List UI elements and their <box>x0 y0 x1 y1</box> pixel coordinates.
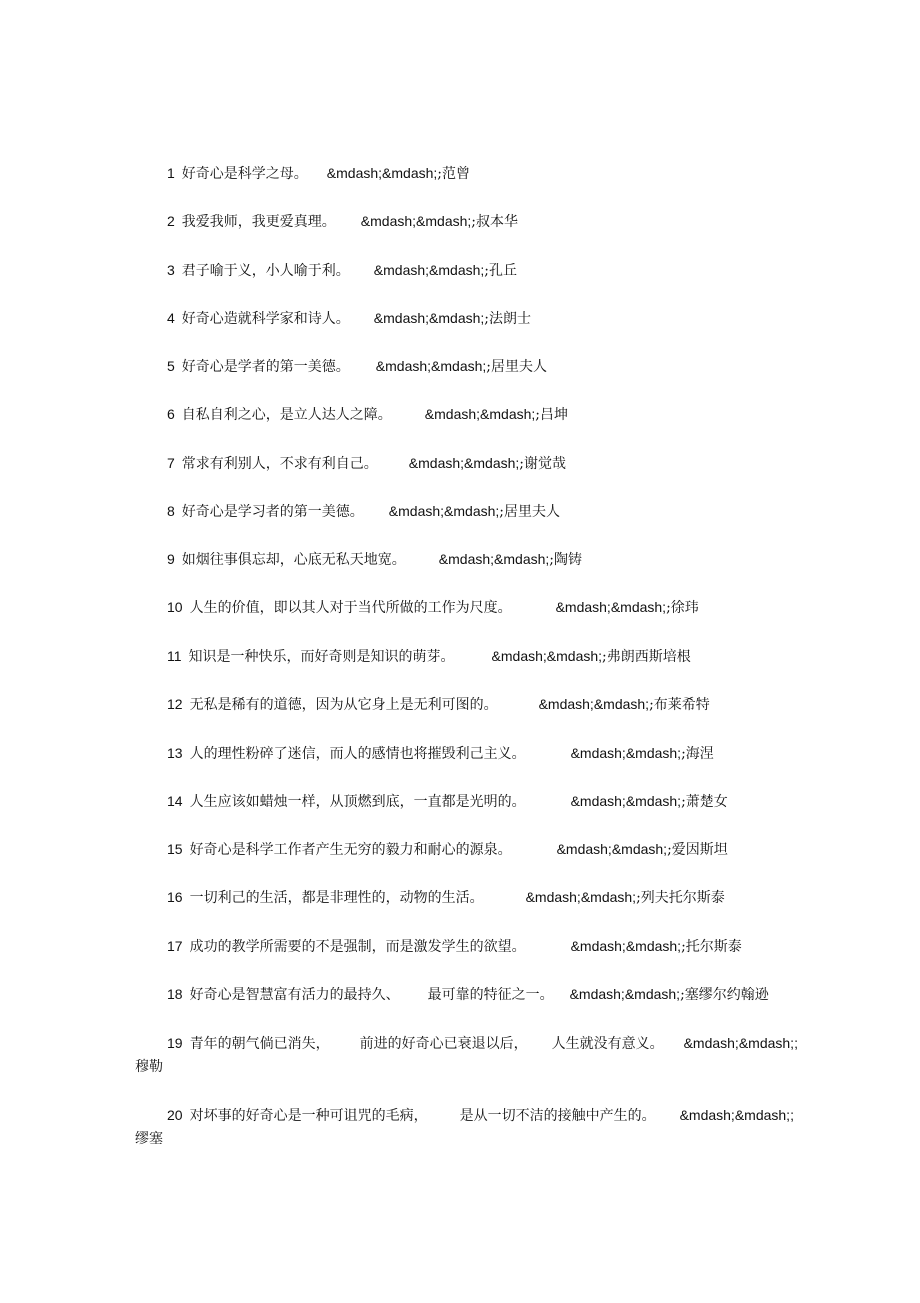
quote-number: 15 <box>167 841 183 857</box>
quote-dash: &mdash;&mdash; <box>373 310 485 326</box>
quote-line: 6 自私自利之心，是立人达人之障。 &mdash;&mdash;;吕坤 <box>167 406 569 423</box>
quote-dash: &mdash;&mdash; <box>408 455 520 471</box>
quote-author: 托尔斯泰 <box>685 939 742 955</box>
quote-number: 19 <box>167 1035 183 1051</box>
quote-line: 10 人生的价值，即以其人对于当代所做的工作为尺度。 &mdash;&mdash;;徐玮 <box>167 599 699 616</box>
quote-number: 4 <box>167 310 175 326</box>
quote-number: 8 <box>167 503 175 519</box>
quote-author: 穆勒 <box>135 1059 163 1075</box>
quote-author: 萧楚女 <box>685 794 728 810</box>
quote-text-part: 前进的好奇心已衰退以后， <box>359 1036 528 1052</box>
quote-text: 人生应该如蜡烛一样，从顶燃到底，一直都是光明的。 <box>189 794 526 810</box>
quote-author: 弗朗西斯培根 <box>606 649 691 665</box>
quote-line: 16 一切利己的生活，都是非理性的，动物的生活。 &mdash;&mdash;;列夫托尔斯泰 <box>167 889 725 906</box>
quote-line <box>167 1032 798 1055</box>
quote-text: 人的理性粉碎了迷信，而人的感情也将摧毁利己主义。 <box>189 746 526 762</box>
quote-author: 范曾 <box>442 166 471 182</box>
quote-dash: &mdash;&mdash; <box>375 358 487 374</box>
quote-number: 12 <box>167 696 183 712</box>
quote-dash: &mdash;&mdash; <box>538 696 650 712</box>
quote-line: 4 好奇心造就科学家和诗人。 &mdash;&mdash;;法朗士 <box>167 310 532 327</box>
quote-line: 7 常求有利别人，不求有利自己。 &mdash;&mdash;;谢觉哉 <box>167 455 567 472</box>
quote-author: 列夫托尔斯泰 <box>640 890 725 906</box>
quote-dash: &mdash;&mdash; <box>326 165 438 181</box>
quote-number: 3 <box>167 262 175 278</box>
quote-text-part: 是从一切不洁的接触中产生的。 <box>459 1108 656 1124</box>
quote-line: 15 好奇心是科学工作者产生无穷的毅力和耐心的源泉。 &mdash;&mdash;;爱因斯坦 <box>167 841 728 858</box>
quote-number: 7 <box>167 455 175 471</box>
quote-dash: &mdash;&mdash; <box>438 551 550 567</box>
quote-text: 好奇心造就科学家和诗人。 <box>181 311 350 327</box>
quote-line: 9 如烟往事俱忘却，心底无私天地宽。 &mdash;&mdash;;陶铸 <box>167 551 583 568</box>
quote-line: 12 无私是稀有的道德，因为从它身上是无利可图的。 &mdash;&mdash;;布莱希特 <box>167 696 710 713</box>
quote-text: 知识是一种快乐，而好奇则是知识的萌芽。 <box>188 649 455 665</box>
quote-number: 6 <box>167 406 175 422</box>
quote-dash: &mdash;&mdash;; <box>679 1107 794 1123</box>
quote-text: 好奇心是学习者的第一美德。 <box>181 504 364 520</box>
quote-text: 好奇心是科学之母。 <box>181 166 308 182</box>
quote-text: 人生的价值，即以其人对于当代所做的工作为尺度。 <box>189 600 512 616</box>
quote-text: 好奇心是学者的第一美德。 <box>181 359 350 375</box>
quote-author: 居里夫人 <box>491 359 548 375</box>
quote-author: 谢觉哉 <box>524 456 567 472</box>
quote-number: 13 <box>167 745 183 761</box>
quote-author: 陶铸 <box>554 552 583 568</box>
quote-text: 对坏事的好奇心是一种可诅咒的毛病， <box>189 1108 428 1124</box>
quote-line: 17 成功的教学所需要的不是强制，而是激发学生的欲望。 &mdash;&mdash;;托尔斯泰 <box>167 938 742 955</box>
quote-text: 自私自利之心，是立人达人之障。 <box>181 407 392 423</box>
quote-number: 14 <box>167 793 183 809</box>
quote-text-part: 最可靠的特征之一。 <box>427 987 554 1003</box>
quote-author: 海涅 <box>685 746 714 762</box>
quote-line: 11 知识是一种快乐，而好奇则是知识的萌芽。 &mdash;&mdash;;弗朗西斯培根 <box>167 648 691 665</box>
quote-number: 1 <box>167 165 175 181</box>
quote-dash: &mdash;&mdash;; <box>683 1035 798 1051</box>
quote-line: 13 人的理性粉碎了迷信，而人的感情也将摧毁利己主义。 &mdash;&mdash;;海涅 <box>167 745 714 762</box>
quote-number: 20 <box>167 1107 183 1123</box>
quote-text: 一切利己的生活，都是非理性的，动物的生活。 <box>189 890 484 906</box>
quote-author: 吕坤 <box>540 407 569 423</box>
quote-dash: &mdash;&mdash; <box>569 986 681 1002</box>
quote-dash: &mdash;&mdash; <box>388 503 500 519</box>
quote-dash: &mdash;&mdash; <box>525 889 637 905</box>
quote-dash: &mdash;&mdash; <box>555 599 667 615</box>
quote-text: 青年的朝气倘已消失， <box>189 1036 330 1052</box>
quote-dash: &mdash;&mdash; <box>491 648 603 664</box>
quote-text: 如烟往事俱忘却，心底无私天地宽。 <box>181 552 406 568</box>
quote-number: 10 <box>167 599 183 615</box>
quote-dash: &mdash;&mdash; <box>373 262 485 278</box>
quote-text: 好奇心是智慧富有活力的最持久、 <box>189 987 400 1003</box>
quote-author: 塞缪尔约翰逊 <box>684 987 769 1003</box>
quote-text: 成功的教学所需要的不是强制，而是激发学生的欲望。 <box>189 939 526 955</box>
quote-number: 18 <box>167 986 183 1002</box>
quote-dash: &mdash;&mdash; <box>570 938 682 954</box>
quote-author: 徐玮 <box>670 600 699 616</box>
quote-text: 好奇心是科学工作者产生无穷的毅力和耐心的源泉。 <box>189 842 512 858</box>
quote-text: 无私是稀有的道德，因为从它身上是无利可图的。 <box>189 697 498 713</box>
quote-line: 2 我爱我师，我更爱真理。 &mdash;&mdash;;叔本华 <box>167 213 519 230</box>
quote-dash: &mdash;&mdash; <box>570 793 682 809</box>
quote-number: 11 <box>167 648 182 664</box>
quote-number: 17 <box>167 938 183 954</box>
quote-author: 孔丘 <box>489 263 518 279</box>
quote-line: 14 人生应该如蜡烛一样，从顶燃到底，一直都是光明的。 &mdash;&mdash;;萧楚女 <box>167 793 728 810</box>
quote-text-part: 人生就没有意义。 <box>551 1036 664 1052</box>
quote-dash: &mdash;&mdash; <box>556 841 668 857</box>
quote-line: 18 好奇心是智慧富有活力的最持久、 最可靠的特征之一。 &mdash;&mdash;;塞缪尔约翰逊 <box>167 986 769 1003</box>
quote-number: 9 <box>167 551 175 567</box>
quote-line <box>167 1104 794 1127</box>
quote-line: 3 君子喻于义，小人喻于利。 &mdash;&mdash;;孔丘 <box>167 262 518 279</box>
quote-text: 君子喻于义，小人喻于利。 <box>181 263 350 279</box>
quote-text: 我爱我师，我更爱真理。 <box>181 214 336 230</box>
quote-author: 爱因斯坦 <box>671 842 728 858</box>
quote-line: 5 好奇心是学者的第一美德。 &mdash;&mdash;;居里夫人 <box>167 358 548 375</box>
quote-author: 叔本华 <box>476 214 519 230</box>
quote-number: 16 <box>167 889 183 905</box>
quote-line: 1 好奇心是科学之母。 &mdash;&mdash;;范曾 <box>167 165 471 182</box>
quote-number: 2 <box>167 213 175 229</box>
quote-dash: &mdash;&mdash; <box>570 745 682 761</box>
quote-line: 8 好奇心是学习者的第一美德。 &mdash;&mdash;;居里夫人 <box>167 503 561 520</box>
quote-number: 5 <box>167 358 175 374</box>
quote-author: 居里夫人 <box>504 504 561 520</box>
quote-dash: &mdash;&mdash; <box>424 406 536 422</box>
quote-author: 法朗士 <box>489 311 532 327</box>
quote-text: 常求有利别人，不求有利自己。 <box>181 456 378 472</box>
quote-author: 缪塞 <box>135 1131 163 1147</box>
quote-dash: &mdash;&mdash; <box>360 213 472 229</box>
quote-author: 布莱希特 <box>653 697 710 713</box>
